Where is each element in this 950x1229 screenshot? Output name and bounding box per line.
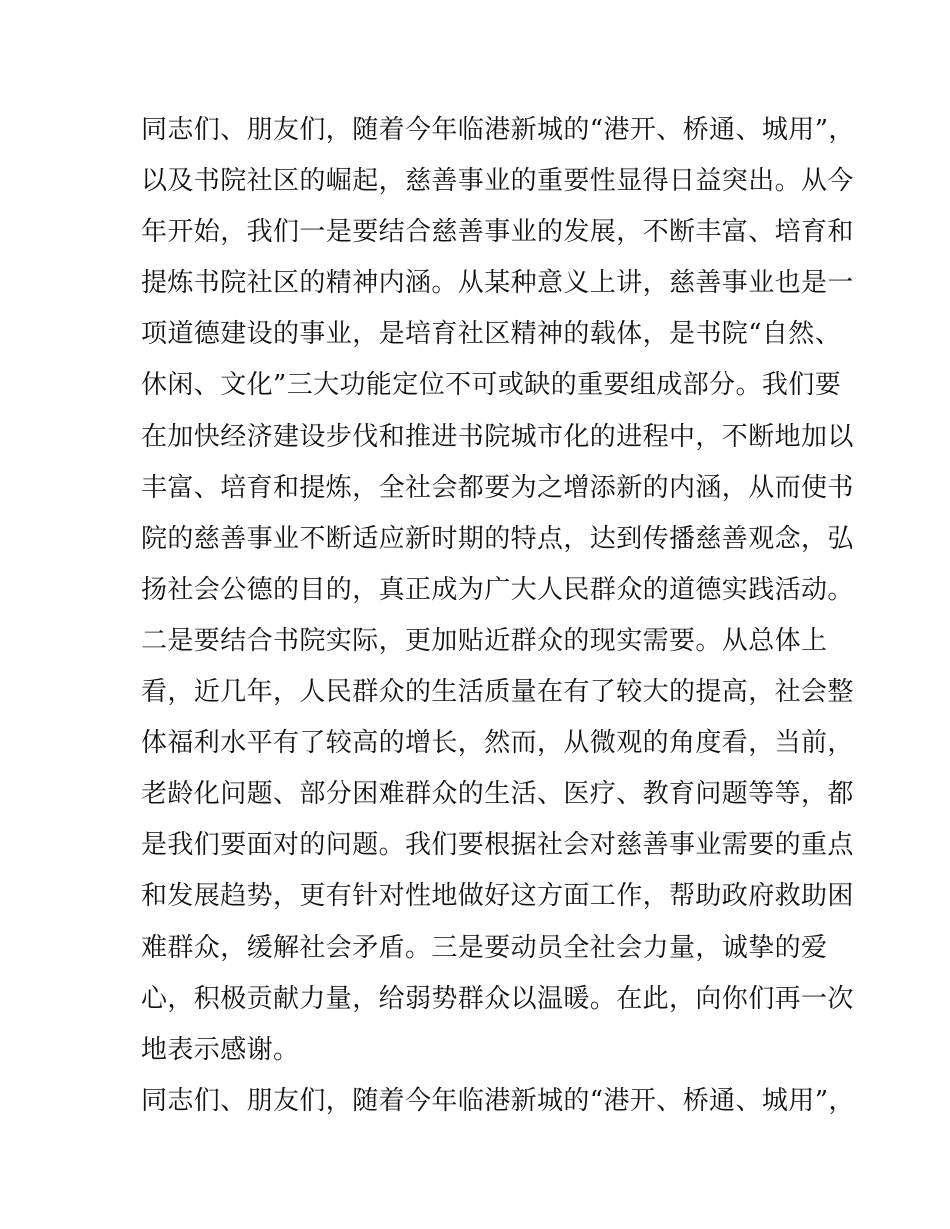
text-line: 提炼书院社区的精神内涵。从某种意义上讲，慈善事业也是一 (141, 268, 854, 299)
text-line: 丰富、培育和提炼，全社会都要为之增添新的内涵，从而使书 (141, 472, 854, 503)
text-line: 心，积极贡献力量，给弱势群众以温暖。在此，向你们再一次 (141, 983, 854, 1014)
body-text (141, 105, 855, 1127)
text-line: 老龄化问题、部分困难群众的生活、医疗、教育问题等等，都 (141, 779, 854, 810)
text-line: 在加快经济建设步伐和推进书院城市化的进程中，不断地加以 (141, 421, 854, 452)
text-line: 同志们、朋友们，随着今年临港新城的“港开、桥通、城用”， (141, 1085, 855, 1116)
text-line: 年开始，我们一是要结合慈善事业的发展，不断丰富、培育和 (141, 217, 854, 248)
text-line: 难群众，缓解社会矛盾。三是要动员全社会力量，诚挚的爱 (141, 932, 828, 963)
text-line: 体福利水平有了较高的增长，然而，从微观的角度看，当前， (141, 728, 854, 759)
text-line: 院的慈善事业不断适应新时期的特点，达到传播慈善观念，弘 (141, 523, 854, 554)
text-line: 和发展趋势，更有针对性地做好这方面工作，帮助政府救助困 (141, 881, 854, 912)
text-line: 是我们要面对的问题。我们要根据社会对慈善事业需要的重点 (141, 830, 854, 861)
text-line: 休闲、文化”三大功能定位不可或缺的重要组成部分。我们要 (141, 370, 842, 401)
text-line: 同志们、朋友们，随着今年临港新城的“港开、桥通、城用”， (141, 115, 855, 145)
text-line: 二是要结合书院实际，更加贴近群众的现实需要。从总体上 (141, 625, 828, 656)
text-line: 以及书院社区的崛起，慈善事业的重要性显得日益突出。从今 (141, 166, 854, 197)
text-line: 项道德建设的事业，是培育社区精神的载体，是书院“自然、 (141, 319, 842, 350)
text-line: 地表示感谢。 (141, 1034, 300, 1065)
text-line: 扬社会公德的目的，真正成为广大人民群众的道德实践活动。 (141, 574, 854, 605)
text-line: 看，近几年，人民群众的生活质量在有了较大的提高，社会整 (141, 677, 854, 708)
